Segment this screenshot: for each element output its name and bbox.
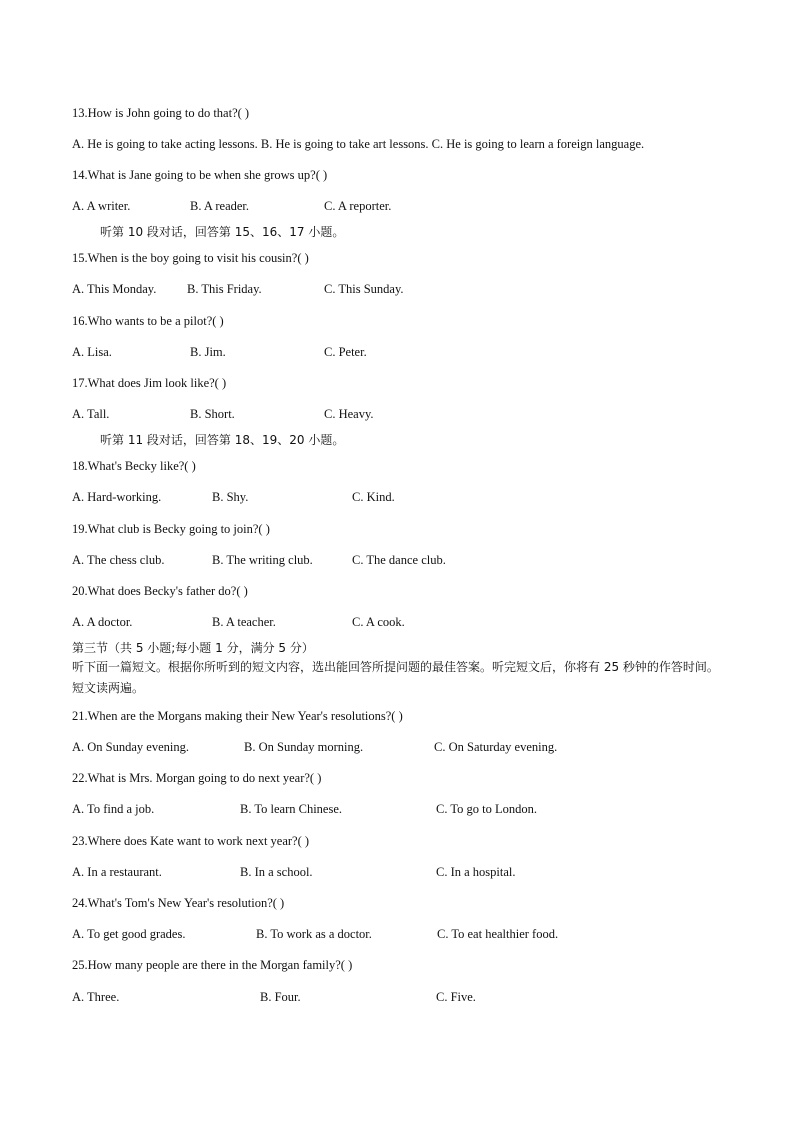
- option-16-b: B. Jim.: [190, 345, 226, 359]
- question-18: 18.What's Becky like?( ): [72, 459, 196, 473]
- option-18-b: B. Shy.: [212, 490, 249, 504]
- option-18-c: C. Kind.: [352, 490, 395, 504]
- question-16: 16.Who wants to be a pilot?( ): [72, 314, 224, 328]
- option-15-a: A. This Monday.: [72, 282, 157, 296]
- option-18-a: A. Hard-working.: [72, 490, 162, 504]
- option-22-c: C. To go to London.: [436, 802, 537, 816]
- option-20-c: C. A cook.: [352, 615, 405, 629]
- question-24: 24.What's Tom's New Year's resolution?( ): [72, 896, 285, 910]
- option-23-c: C. In a hospital.: [436, 865, 516, 879]
- option-14-c: C. A reporter.: [324, 199, 392, 213]
- question-14: 14.What is Jane going to be when she grows up?( ): [72, 168, 328, 182]
- question-20: 20.What does Becky's father do?( ): [72, 584, 248, 598]
- option-19-a: A. The chess club.: [72, 553, 165, 567]
- option-20-a: A. A doctor.: [72, 615, 133, 629]
- instruction-dialog-11: 听第 11 段对话，回答第 18、19、20 小题。: [100, 433, 345, 447]
- section-3-instructions: 听下面一篇短文。根据你所听到的短文内容，选出能回答所提问题的最佳答案。听完短文后，你将有 25 秒钟的作答时间。短文读两遍。: [72, 660, 719, 695]
- option-21-c: C. On Saturday evening.: [434, 740, 558, 754]
- option-17-b: B. Short.: [190, 407, 235, 421]
- option-22-b: B. To learn Chinese.: [240, 802, 343, 816]
- option-16-a: A. Lisa.: [72, 345, 112, 359]
- options-13: A. He is going to take acting lessons. B. He is going to take art lessons. C. He is going to learn a foreign language.: [72, 137, 645, 151]
- option-20-b: B. A teacher.: [212, 615, 276, 629]
- question-22: 22.What is Mrs. Morgan going to do next year?( ): [72, 771, 322, 785]
- question-17: 17.What does Jim look like?( ): [72, 376, 227, 390]
- option-25-b: B. Four.: [260, 990, 301, 1004]
- option-24-b: B. To work as a doctor.: [256, 927, 372, 941]
- question-21: 21.When are the Morgans making their New Year's resolutions?( ): [72, 709, 403, 723]
- option-19-b: B. The writing club.: [212, 553, 313, 567]
- option-15-b: B. This Friday.: [187, 282, 262, 296]
- option-23-a: A. In a restaurant.: [72, 865, 162, 879]
- option-22-a: A. To find a job.: [72, 802, 155, 816]
- question-15: 15.When is the boy going to visit his cousin?( ): [72, 251, 309, 265]
- instruction-dialog-10: 听第 10 段对话，回答第 15、16、17 小题。: [100, 225, 345, 239]
- option-24-c: C. To eat healthier food.: [437, 927, 559, 941]
- section-3-title: 第三节（共 5 小题;每小题 1 分，满分 5 分）: [72, 641, 314, 655]
- option-16-c: C. Peter.: [324, 345, 367, 359]
- option-17-c: C. Heavy.: [324, 407, 374, 421]
- option-25-a: A. Three.: [72, 990, 120, 1004]
- option-23-b: B. In a school.: [240, 865, 313, 879]
- option-17-a: A. Tall.: [72, 407, 110, 421]
- option-14-b: B. A reader.: [190, 199, 250, 213]
- option-25-c: C. Five.: [436, 990, 476, 1004]
- option-24-a: A. To get good grades.: [72, 927, 186, 941]
- question-19: 19.What club is Becky going to join?( ): [72, 522, 270, 536]
- option-19-c: C. The dance club.: [352, 553, 446, 567]
- option-15-c: C. This Sunday.: [324, 282, 404, 296]
- option-21-a: A. On Sunday evening.: [72, 740, 189, 754]
- question-23: 23.Where does Kate want to work next year?( ): [72, 834, 310, 848]
- question-25: 25.How many people are there in the Morgan family?( ): [72, 958, 353, 972]
- option-21-b: B. On Sunday morning.: [244, 740, 364, 754]
- question-13: 13.How is John going to do that?( ): [72, 106, 250, 120]
- option-14-a: A. A writer.: [72, 199, 131, 213]
